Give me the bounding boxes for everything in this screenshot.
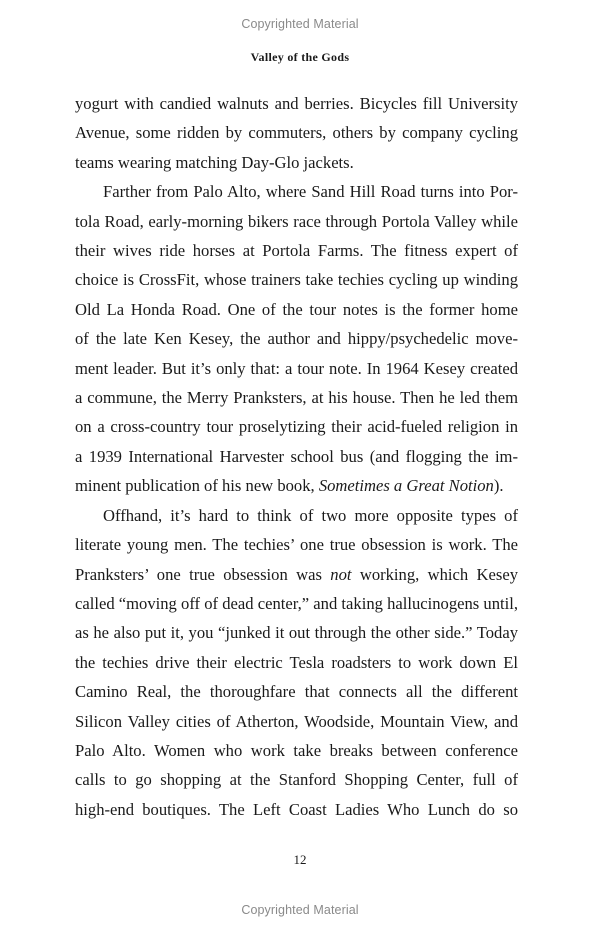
text-line: ment leader. But it’s only that: a tour note. In 1964 Kesey created bbox=[75, 358, 518, 378]
text-line: called “moving off of dead center,” and taking hallucinogens until, bbox=[75, 593, 518, 613]
page-number: 12 bbox=[293, 852, 307, 867]
running-head: Valley of the Gods bbox=[250, 50, 350, 64]
text-line: of the late Ken Kesey, the author and hippy/psychedelic move- bbox=[75, 329, 518, 349]
text-line: Farther from Palo Alto, where Sand Hill Road turns into Por- bbox=[103, 182, 518, 202]
text-line: on a cross-country tour proselytizing their acid-fueled religion in bbox=[75, 417, 518, 437]
text-line: as he also put it, you “junked it out through the other side.” Today bbox=[75, 623, 518, 643]
text-line: their wives ride horses at Portola Farms. The fitness expert of bbox=[75, 241, 518, 261]
text-segment: ). bbox=[493, 476, 504, 496]
text-line: a 1939 International Harvester school bus (and flogging the im- bbox=[75, 446, 518, 466]
text-segment: working, which Kesey bbox=[351, 564, 519, 584]
text-line: Avenue, some ridden by commuters, others by company cycling bbox=[75, 123, 518, 143]
text-line: a commune, the Merry Pranksters, at his house. Then he led them bbox=[75, 388, 518, 408]
book-title: Sometimes a Great Notion bbox=[318, 476, 494, 496]
text-line: the techies drive their electric Tesla roadsters to work down El bbox=[75, 652, 518, 672]
body-text bbox=[75, 89, 518, 824]
text-line bbox=[75, 471, 518, 500]
text-line: literate young men. The techies’ one true obsession is work. The bbox=[75, 535, 518, 555]
emphasis: not bbox=[330, 564, 352, 584]
text-line: Palo Alto. Women who work take breaks between conference bbox=[75, 740, 518, 760]
text-line: Old La Honda Road. One of the tour notes is the former home bbox=[75, 299, 518, 319]
text-line: teams wearing matching Day-Glo jackets. bbox=[75, 152, 354, 172]
text-line bbox=[75, 560, 518, 589]
text-line: Offhand, it’s hard to think of two more opposite types of bbox=[103, 505, 518, 525]
text-line: Camino Real, the thoroughfare that connects all the different bbox=[75, 682, 518, 702]
text-line: choice is CrossFit, whose trainers take techies cycling up winding bbox=[75, 270, 518, 290]
text-line: Silicon Valley cities of Atherton, Woodside, Mountain View, and bbox=[75, 711, 518, 731]
text-segment: minent publication of his new book, bbox=[75, 476, 319, 496]
text-line: yogurt with candied walnuts and berries. Bicycles fill University bbox=[75, 94, 518, 113]
text-line: calls to go shopping at the Stanford Shopping Center, full of bbox=[75, 770, 518, 790]
text-segment: Pranksters’ one true obsession was bbox=[75, 564, 331, 584]
text-line: tola Road, early-morning bikers race through Portola Valley while bbox=[75, 211, 518, 231]
copyright-watermark-bottom: Copyrighted Material bbox=[241, 903, 359, 917]
text-line: high-end boutiques. The Left Coast Ladies Who Lunch do so bbox=[75, 799, 518, 819]
copyright-watermark-top: Copyrighted Material bbox=[241, 17, 359, 31]
